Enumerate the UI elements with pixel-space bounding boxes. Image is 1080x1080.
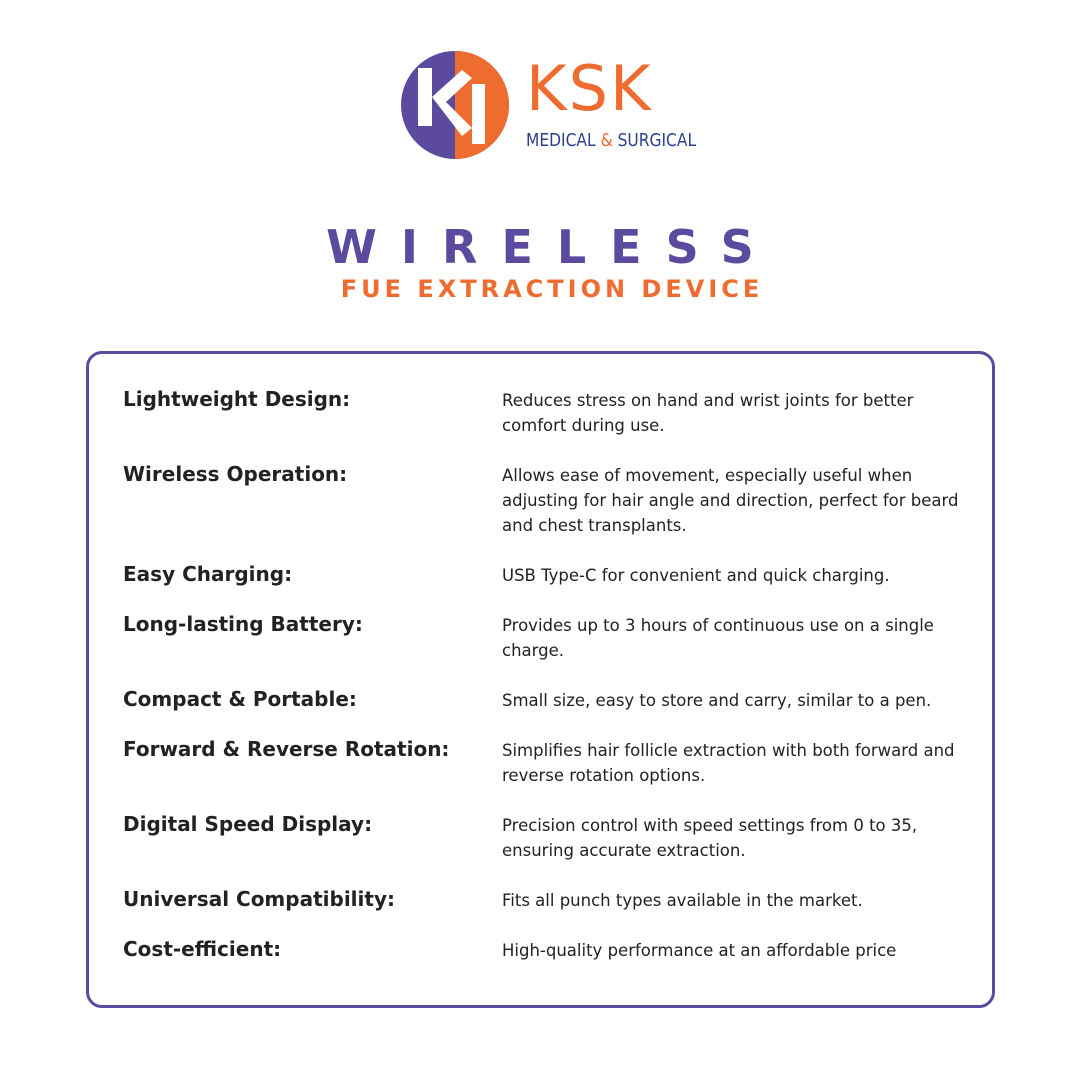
feature-description: Fits all punch types available in the market. (502, 891, 863, 910)
ksk-logo-mark-icon (400, 50, 510, 160)
brand-tagline (526, 130, 696, 152)
feature-description: Provides up to 3 hours of continuous use on a single charge. (502, 616, 934, 660)
feature-name: Lightweight Design: (123, 387, 351, 411)
brand-name: KSK (526, 52, 653, 125)
feature-description: High-quality performance at an affordable price (502, 941, 897, 960)
feature-name: Universal Compatibility: (123, 887, 395, 911)
feature-description: Small size, easy to store and carry, similar to a pen. (502, 691, 932, 710)
tagline-medical: MEDICAL (526, 130, 601, 151)
feature-name: Compact & Portable: (123, 687, 357, 711)
feature-name: Easy Charging: (123, 562, 293, 586)
page-title: WIRELESS (326, 220, 778, 274)
tagline-ampersand: & (600, 130, 613, 151)
tagline-surgical: SURGICAL (612, 130, 697, 151)
feature-description: USB Type-C for convenient and quick charging. (502, 566, 890, 585)
feature-description: Precision control with speed settings from 0 to 35, ensuring accurate extraction. (502, 816, 918, 860)
feature-name: Cost-efficient: (123, 937, 282, 961)
feature-name: Wireless Operation: (123, 462, 348, 486)
ksk-logo (400, 50, 697, 162)
feature-description: Reduces stress on hand and wrist joints for better comfort during use. (502, 391, 914, 435)
page-subtitle: FUE EXTRACTION DEVICE (340, 275, 764, 303)
feature-description: Simplifies hair follicle extraction with both forward and reverse rotation options. (502, 741, 955, 785)
feature-name: Long-lasting Battery: (123, 612, 363, 636)
feature-description: Allows ease of movement, especially useful when adjusting for hair angle and direction, perfect for beard and chest transplants. (502, 466, 959, 535)
feature-name: Digital Speed Display: (123, 812, 373, 836)
feature-name: Forward & Reverse Rotation: (123, 737, 450, 761)
